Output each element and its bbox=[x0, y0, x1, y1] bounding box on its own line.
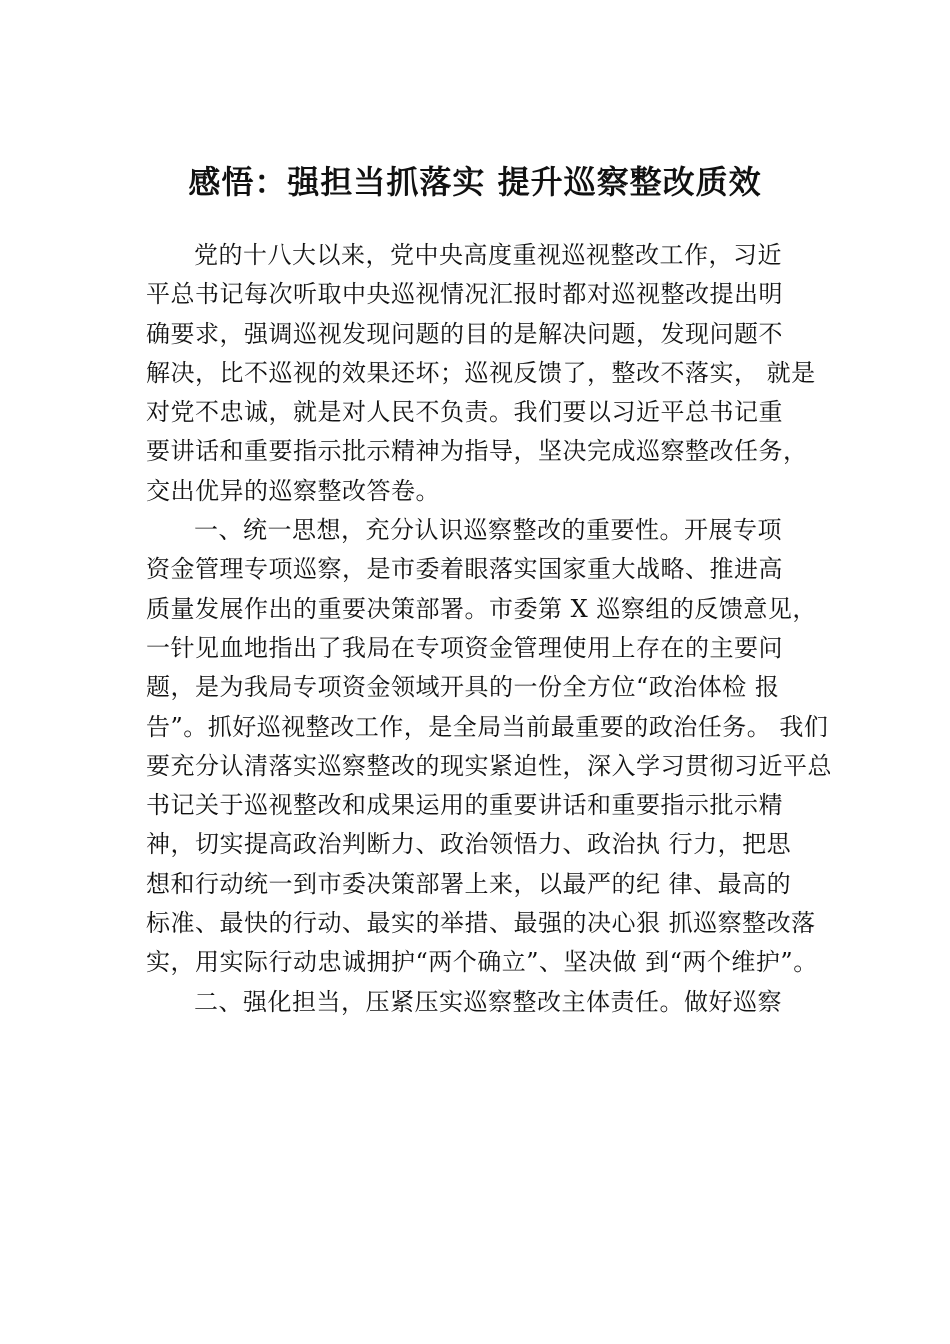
paragraph-line: 告”。抓好巡视整改工作，是全局当前最重要的政治任务。 我们 bbox=[146, 712, 829, 741]
paragraph-line: 实，用实际行动忠诚拥护“两个确立”、坚决做 到“两个维护”。 bbox=[146, 948, 818, 977]
paragraph-line: 想和行动统一到市委决策部署上来，以最严的纪 律、最高的 bbox=[146, 869, 792, 898]
paragraph-line: 党的十八大以来，党中央高度重视巡视整改工作，习近 bbox=[194, 241, 782, 269]
paragraph-line: 要讲话和重要指示批示精神为指导，坚决完成巡察整改任务， bbox=[146, 437, 808, 466]
paragraph-line: 质量发展作出的重要决策部署。市委第 X 巡察组的反馈意见， bbox=[146, 594, 817, 623]
paragraph-line: 标准、最快的行动、最实的举措、最强的决心狠 抓巡察整改落 bbox=[146, 909, 816, 938]
paragraph-line: 平总书记每次听取中央巡视情况汇报时都对巡视整改提出明 bbox=[146, 280, 783, 309]
document-title: 感悟：强担当抓落实 提升巡察整改质效 bbox=[188, 163, 762, 201]
paragraph-line: 题，是为我局专项资金领域开具的一份全方位“政治体检 报 bbox=[146, 673, 780, 702]
paragraph-line: 确要求，强调巡视发现问题的目的是解决问题，发现问题不 bbox=[146, 319, 783, 348]
paragraph-line: 书记关于巡视整改和成果运用的重要讲话和重要指示批示精 bbox=[146, 791, 783, 820]
paragraph-line: 要充分认清落实巡察整改的现实紧迫性，深入学习贯彻习近平总 bbox=[146, 751, 832, 780]
paragraph-line: 二、强化担当，压紧压实巡察整改主体责任。做好巡察 bbox=[194, 987, 782, 1016]
paragraph-line: 资金管理专项巡察，是市委着眼落实国家重大战略、推进高 bbox=[146, 555, 783, 584]
paragraph-line: 交出优异的巡察整改答卷。 bbox=[146, 476, 440, 505]
paragraph-line: 一、统一思想，充分认识巡察整改的重要性。开展专项 bbox=[194, 516, 782, 545]
paragraph-line: 一针见血地指出了我局在专项资金管理使用上存在的主要问 bbox=[146, 633, 783, 662]
paragraph-line: 对党不忠诚，就是对人民不负责。我们要以习近平总书记重 bbox=[146, 398, 783, 427]
paragraph-line: 解决，比不巡视的效果还坏；巡视反馈了，整改不落实， 就是 bbox=[146, 358, 816, 387]
document-body bbox=[146, 236, 846, 1022]
paragraph-line: 神，切实提高政治判断力、政治领悟力、政治执 行力，把思 bbox=[146, 830, 792, 859]
